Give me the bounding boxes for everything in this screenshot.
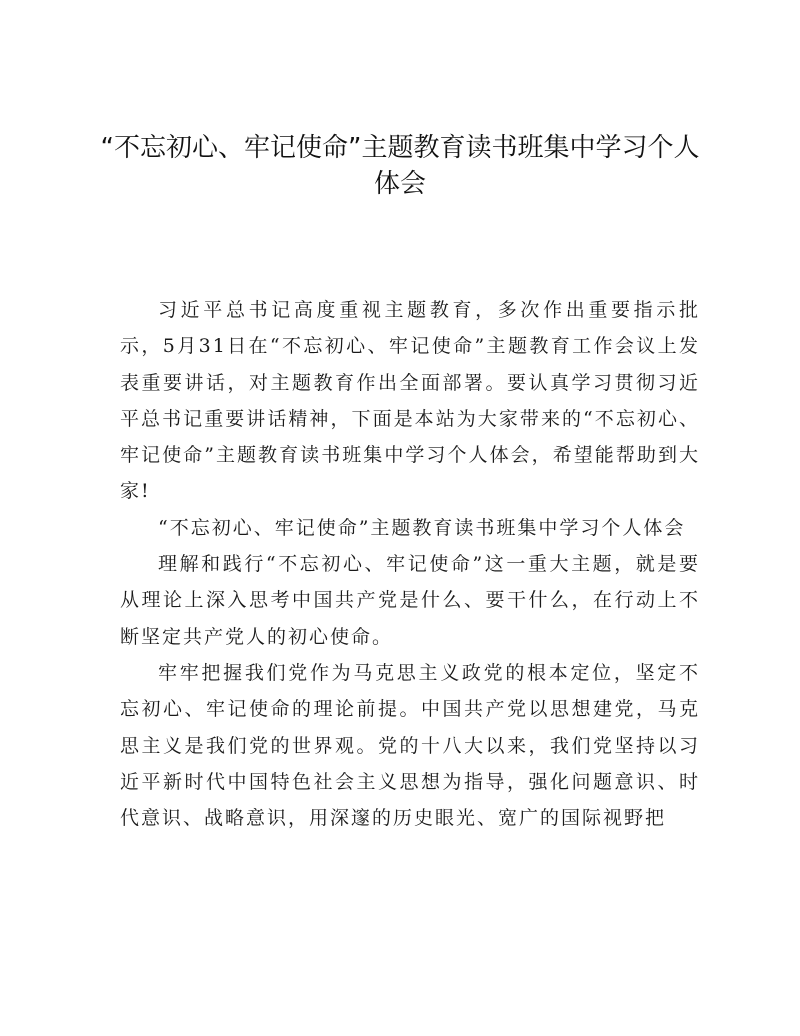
body-paragraph: 理解和践行“不忘初心、牢记使命”这一重大主题，就是要从理论上深入思考中国共产党是什么、要干什么，在行动上不断坚定共产党人的初心使命。 <box>120 553 700 648</box>
intro-paragraph: 习近平总书记高度重视主题教育，多次作出重要指示批示，5月31日在“不忘初心、牢记使命”主题教育工作会议上发表重要讲话，对主题教育作出全面部署。要认真学习贯彻习近平总书记重要讲话精神，下面是本站为大家带来的“不忘初心、牢记使命”主题教育读书班集中学习个人体会，希望能帮助到大家! <box>120 299 700 503</box>
document-body <box>120 292 700 836</box>
document-title: “不忘初心、牢记使命”主题教育读书班集中学习个人体会 <box>100 133 700 199</box>
body-paragraph: 牢牢把握我们党作为马克思主义政党的根本定位，坚定不忘初心、牢记使命的理论前提。中国共产党以思想建党，马克思主义是我们党的世界观。党的十八大以来，我们党坚持以习近平新时代中国特色社会主义思想为指导，强化问题意识、时代意识、战略意识，用深邃的历史眼光、宽广的国际视野把 <box>120 661 700 830</box>
subtitle-paragraph: “不忘初心、牢记使命”主题教育读书班集中学习个人体会 <box>158 516 686 539</box>
